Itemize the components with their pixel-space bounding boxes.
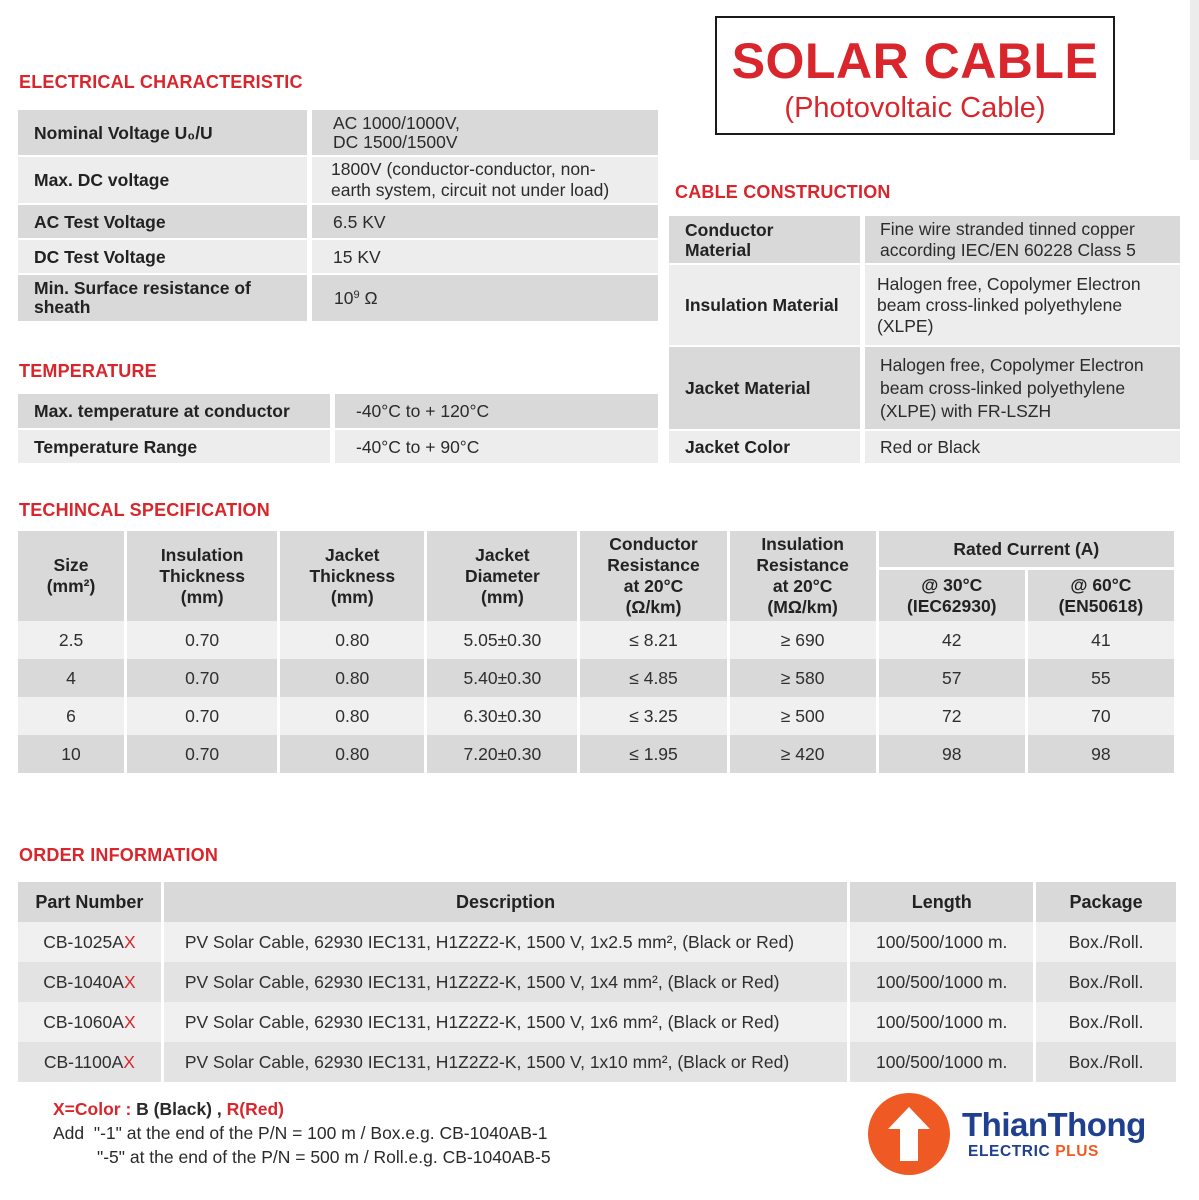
table-row: [18, 621, 1174, 659]
brand-name: ThianThong: [962, 1106, 1146, 1143]
spec-cell: 5.05±0.30: [427, 621, 577, 659]
spec-header-size: Size (mm²): [18, 531, 124, 621]
temperature-val: -40°C to + 90°C: [335, 430, 658, 463]
spec-cell: ≥ 690: [730, 621, 876, 659]
construction-row: [669, 431, 1180, 463]
title-box: [715, 16, 1115, 135]
spec-cell: 72: [879, 697, 1025, 735]
spec-cell: ≤ 8.21: [580, 621, 726, 659]
description: PV Solar Cable, 62930 IEC131, H1Z2Z2-K, 1500 V, 1x10 mm², (Black or Red): [164, 1042, 848, 1082]
color-note-black: B (Black) ,: [136, 1099, 222, 1119]
order-header-part-number: Part Number: [18, 882, 161, 922]
order-heading: ORDER INFORMATION: [19, 845, 219, 865]
arrow-up-icon: [868, 1093, 950, 1175]
length: 100/500/1000 m.: [850, 922, 1033, 962]
spec-header-insulation-resistance: Insulation Resistance at 20°C (MΩ/km): [730, 531, 876, 621]
table-row: [18, 735, 1174, 773]
construction-val: Fine wire stranded tinned copper according IEC/EN 60228 Class 5: [865, 216, 1180, 263]
length-note-1: Add "-1" at the end of the P/N = 100 m / Box.e.g. CB-1040AB-1: [53, 1123, 548, 1143]
construction-heading: CABLE CONSTRUCTION: [675, 182, 891, 202]
package: Box./Roll.: [1036, 922, 1176, 962]
spec-header-60c: @ 60°C (EN50618): [1028, 570, 1174, 621]
package: Box./Roll.: [1036, 1042, 1176, 1082]
part-number-text: CB-1060A: [43, 1011, 124, 1032]
part-number-color-suffix: X: [123, 971, 136, 992]
spec-cell: ≤ 4.85: [580, 659, 726, 697]
scrollbar[interactable]: [1190, 0, 1199, 160]
brand-tagline-a: ELECTRIC: [968, 1143, 1051, 1160]
spec-cell: 42: [879, 621, 1025, 659]
temperature-key: Max. temperature at conductor: [18, 394, 330, 428]
part-number-text: CB-1025A: [43, 931, 124, 952]
order-header-length: Length: [850, 882, 1033, 922]
electrical-row: [18, 240, 658, 273]
length: 100/500/1000 m.: [850, 962, 1033, 1002]
electrical-val: [312, 275, 658, 321]
construction-val: Red or Black: [865, 431, 1180, 463]
construction-row: [669, 216, 1180, 263]
page-title: SOLAR CABLE: [731, 33, 1099, 89]
electrical-val: 6.5 KV: [312, 205, 658, 238]
electrical-heading: ELECTRICAL CHARACTERISTIC: [19, 72, 303, 92]
table-row: [18, 697, 1174, 735]
electrical-row: [18, 157, 658, 203]
order-header-description: Description: [164, 882, 848, 922]
length-note-2: "-5" at the end of the P/N = 500 m / Roll.e.g. CB-1040AB-5: [97, 1147, 551, 1167]
part-number-color-suffix: X: [123, 931, 136, 952]
spec-header-jacket-thickness: Jacket Thickness (mm): [280, 531, 424, 621]
spec-cell: 7.20±0.30: [427, 735, 577, 773]
construction-key: Conductor Material: [669, 216, 860, 263]
table-row: [18, 1002, 1176, 1042]
spec-cell: 0.80: [280, 621, 424, 659]
electrical-val: AC 1000/1000V, DC 1500/1500V: [312, 110, 658, 155]
spec-cell: ≥ 500: [730, 697, 876, 735]
spec-cell: 0.80: [280, 735, 424, 773]
electrical-key: [18, 110, 307, 155]
brand-tagline: [968, 1143, 1099, 1161]
part-number: [18, 922, 161, 962]
spec-cell: 0.70: [127, 735, 277, 773]
order-header-package: Package: [1036, 882, 1176, 922]
construction-key: Jacket Material: [669, 347, 860, 429]
part-number-color-suffix: X: [123, 1051, 135, 1072]
order-table: [15, 882, 1179, 1082]
construction-val: Halogen free, Copolymer Electron beam cross-linked polyethylene (XLPE) with FR-LSZH: [865, 347, 1180, 429]
spec-cell: 10: [18, 735, 124, 773]
length: 100/500/1000 m.: [850, 1002, 1033, 1042]
table-row: [18, 659, 1174, 697]
spec-header-conductor-resistance: Conductor Resistance at 20°C (Ω/km): [580, 531, 726, 621]
table-row: [18, 922, 1176, 962]
spec-cell: 98: [1028, 735, 1174, 773]
spec-cell: ≤ 1.95: [580, 735, 726, 773]
electrical-val: 15 KV: [312, 240, 658, 273]
table-row: [18, 1042, 1176, 1082]
resistance-base: 10: [334, 288, 354, 308]
package: Box./Roll.: [1036, 1002, 1176, 1042]
spec-cell: ≥ 580: [730, 659, 876, 697]
part-number-text: CB-1100A: [43, 1051, 124, 1072]
spec-table: [15, 531, 1177, 773]
part-number: [18, 1042, 161, 1082]
spec-header-rated-current: Rated Current (A): [879, 531, 1174, 570]
electrical-key: Max. DC voltage: [18, 157, 307, 203]
construction-key: Insulation Material: [669, 265, 860, 345]
color-note-red: R(Red): [226, 1099, 284, 1119]
spec-cell: 6.30±0.30: [427, 697, 577, 735]
description: PV Solar Cable, 62930 IEC131, H1Z2Z2-K, 1500 V, 1x2.5 mm², (Black or Red): [164, 922, 848, 962]
description: PV Solar Cable, 62930 IEC131, H1Z2Z2-K, 1500 V, 1x4 mm², (Black or Red): [164, 962, 848, 1002]
brand-logo-icon: [868, 1093, 950, 1175]
spec-cell: 0.70: [127, 621, 277, 659]
temperature-key: Temperature Range: [18, 430, 330, 463]
spec-cell: ≥ 420: [730, 735, 876, 773]
spec-header-jacket-diameter: Jacket Diameter (mm): [427, 531, 577, 621]
electrical-val: 1800V (conductor-conductor, non- earth system, circuit not under load): [312, 157, 658, 203]
temperature-row: [18, 394, 658, 428]
temperature-val: -40°C to + 120°C: [335, 394, 658, 428]
spec-cell: 0.80: [280, 697, 424, 735]
construction-row: [669, 347, 1180, 429]
spec-heading: TECHINCAL SPECIFICATION: [19, 500, 270, 520]
length: 100/500/1000 m.: [850, 1042, 1033, 1082]
resistance-unit: Ω: [364, 288, 378, 308]
spec-cell: 4: [18, 659, 124, 697]
temperature-row: [18, 430, 658, 463]
spec-cell: 0.70: [127, 659, 277, 697]
description: PV Solar Cable, 62930 IEC131, H1Z2Z2-K, 1500 V, 1x6 mm², (Black or Red): [164, 1002, 848, 1042]
table-row: [18, 962, 1176, 1002]
construction-row: [669, 265, 1180, 345]
brand-tagline-b: PLUS: [1055, 1143, 1099, 1160]
electrical-key: AC Test Voltage: [18, 205, 307, 238]
page-subtitle: (Photovoltaic Cable): [784, 92, 1046, 124]
electrical-key-text: Nominal Voltage U₀/U: [34, 122, 213, 143]
electrical-row: [18, 110, 658, 155]
package: Box./Roll.: [1036, 962, 1176, 1002]
spec-cell: 41: [1028, 621, 1174, 659]
spec-cell: 57: [879, 659, 1025, 697]
construction-key: Jacket Color: [669, 431, 860, 463]
spec-cell: 0.80: [280, 659, 424, 697]
spec-cell: 2.5: [18, 621, 124, 659]
spec-header-30c: @ 30°C (IEC62930): [879, 570, 1025, 621]
temperature-heading: TEMPERATURE: [19, 361, 157, 381]
electrical-key: DC Test Voltage: [18, 240, 307, 273]
part-number-color-suffix: X: [123, 1011, 136, 1032]
color-note: [53, 1099, 284, 1120]
spec-cell: 6: [18, 697, 124, 735]
part-number-text: CB-1040A: [43, 971, 124, 992]
spec-cell: 0.70: [127, 697, 277, 735]
spec-cell: 55: [1028, 659, 1174, 697]
electrical-row: [18, 275, 658, 321]
part-number: [18, 1002, 161, 1042]
part-number: [18, 962, 161, 1002]
spec-cell: 5.40±0.30: [427, 659, 577, 697]
spec-cell: 98: [879, 735, 1025, 773]
resistance-exponent: 9: [353, 289, 360, 301]
electrical-key: Min. Surface resistance of sheath: [18, 275, 307, 321]
spec-cell: ≤ 3.25: [580, 697, 726, 735]
spec-header-insulation-thickness: Insulation Thickness (mm): [127, 531, 277, 621]
spec-cell: 70: [1028, 697, 1174, 735]
electrical-row: [18, 205, 658, 238]
color-note-label: X=Color :: [53, 1099, 132, 1119]
construction-val: Halogen free, Copolymer Electron beam cross-linked polyethylene (XLPE): [865, 265, 1180, 345]
